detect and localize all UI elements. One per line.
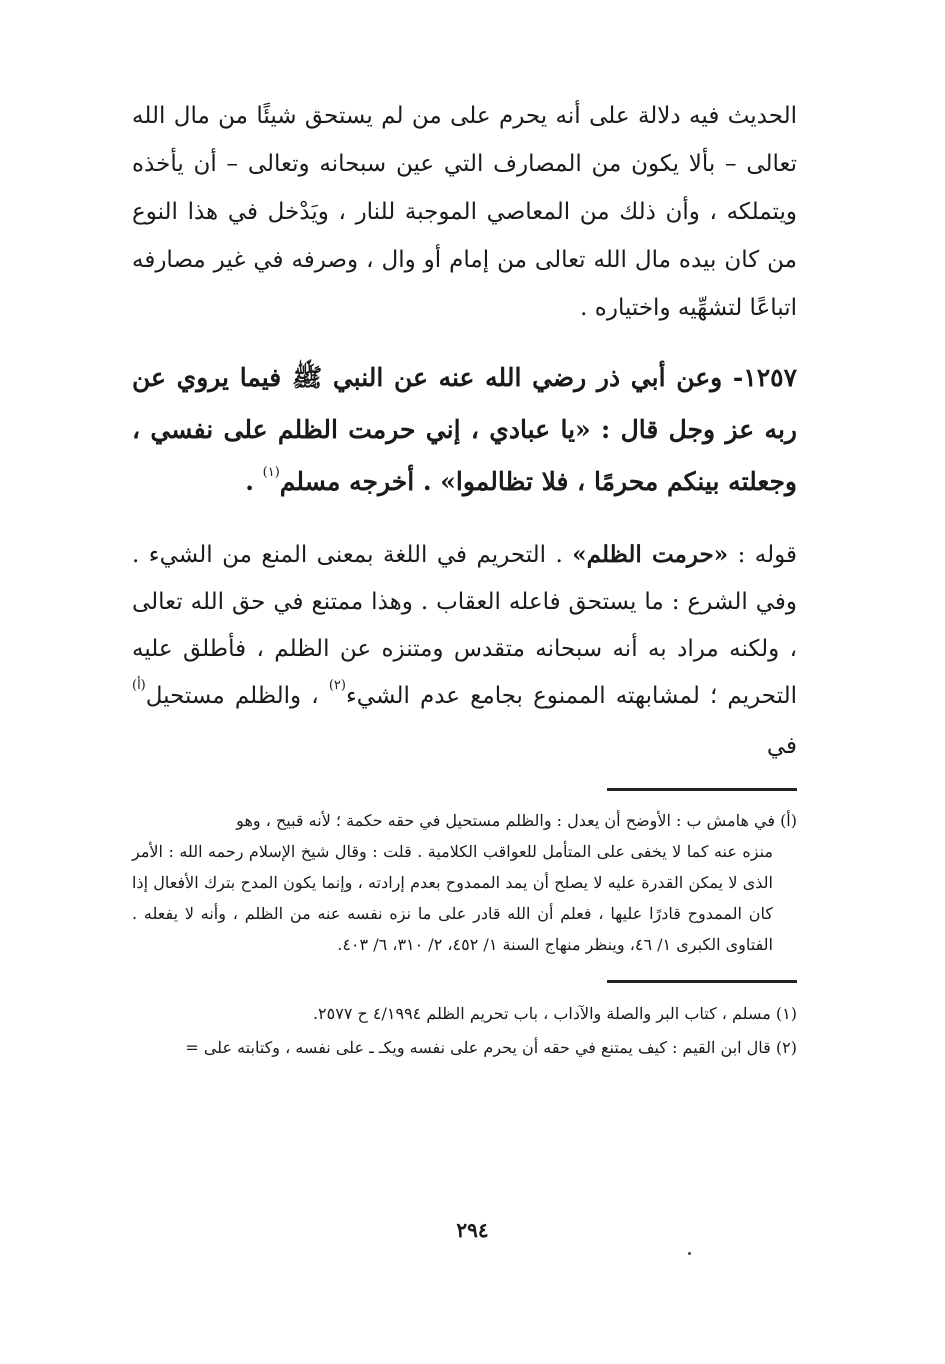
explanation-part4: في xyxy=(766,733,797,759)
footnote-2: (٢) قال ابن القيم : كيف يمتنع في حقه أن يحرم على نفسه ويكـ ـ على نفسه ، وكتابته على = xyxy=(185,1038,797,1057)
explanation-part1: قوله : xyxy=(728,542,797,568)
explanation-part3: ، والظلم مستحيل xyxy=(145,683,329,709)
explanation-part2: . التحريم في اللغة بمعنى المنع من الشيء . وفي الشرع : ما يستحق فاعله العقاب . وهذا ممتنع في حق الله تعالى ، ولكنه مراد به أنه سبحانه متقدس ومتنزه عن الظلم ، فأطلق عليه التحريم ؛ لمشابهته الممنوع بجامع عدم الشيء xyxy=(132,542,797,709)
explanation-paragraph xyxy=(132,531,797,770)
page-body xyxy=(132,92,797,1065)
hadith-paragraph xyxy=(132,352,797,513)
numbered-footnotes xyxy=(132,997,797,1065)
scan-speck xyxy=(688,1252,691,1255)
footnote-divider-1 xyxy=(607,788,797,791)
footnote-divider-2 xyxy=(607,980,797,983)
footnote-ref-2[interactable]: (٢) xyxy=(328,678,346,693)
footnote-ref-1[interactable]: (١) xyxy=(262,465,280,480)
footnote-a xyxy=(132,805,797,960)
intro-paragraph: الحديث فيه دلالة على أنه يحرم على من لم يستحق شيئًا من مال الله تعالى – بألا يكون من المصارف التي عين سبحانه وتعالى – أن يأخذه ويتملكه ، وأن ذلك من المعاصي الموجبة للنار ، ويَدْخل في هذا النوع من كان بيده مال الله تعالى من إمام أو وال ، وصرفه في غير مصارفه اتباعًا لتشهِّيه واختياره . xyxy=(132,103,797,321)
hadith-text: ١٢٥٧- وعن أبي ذر رضي الله عنه عن النبي ﷺ فيما يروي عن ربه عز وجل قال : «يا عبادي ، إني حرمت الظلم على نفسي ، وجعلته بينكم محرمًا ، فلا تظالموا» . أخرجه مسلم xyxy=(132,363,797,496)
footnote-1: (١) مسلم ، كتاب البر والصلة والآداب ، باب تحريم الظلم ٤/١٩٩٤ ح ٢٥٧٧. xyxy=(312,1004,797,1023)
page-number: ٢٩٤ xyxy=(456,1218,489,1242)
footnote-a-continuation: منزه عنه كما لا يخفى على المتأمل للعواقب الكلامية . قلت : وقال شيخ الإسلام رحمه الله : الأمر الذى لا يمكن القدرة عليه لا يصلح أن يمد الممدوح بعدم إرادته ، وإنما يكون المدح بترك الأفعال إذا كان الممدوح قادرًا عليها ، فعلم أن الله قادر على ما نزه نفسه عنه من الظلم ، وأنه لا يفعله . الفتاوى الكبرى ١/ ٤٦، وينظر منهاج السنة ١/ ٤٥٢، ٢/ ٣١٠، ٦/ ٤٠٣. xyxy=(132,842,773,954)
footnote-a-first-line: (أ) في هامش ب : الأوضح أن يعدل : والظلم مستحيل في حقه حكمة ؛ لأنه قبيح ، وهو xyxy=(236,811,797,830)
quoted-phrase: «حرمت الظلم» xyxy=(572,541,729,568)
footnote-ref-a[interactable]: (أ) xyxy=(132,678,146,693)
hadith-end: . xyxy=(245,467,263,496)
